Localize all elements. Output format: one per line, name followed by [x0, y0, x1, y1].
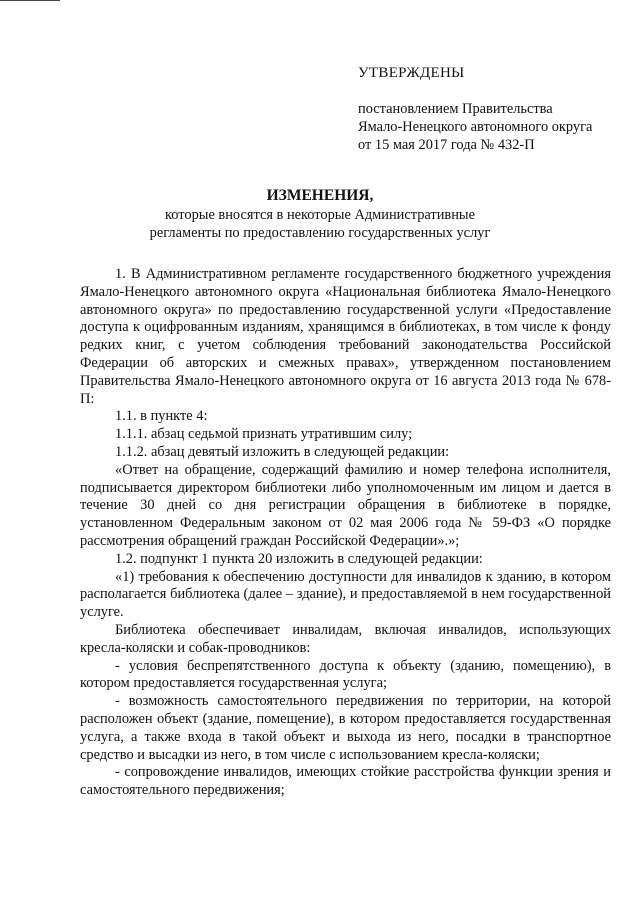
paragraph-1-1-1: 1.1.1. абзац седьмой признать утратившим силу; — [115, 426, 413, 443]
list-item-escort: - сопровождение инвалидов, имеющих стойкие расстройства функции зрения и самостоятельного передвижения; — [80, 764, 611, 799]
approval-line-1: постановлением Правительства — [358, 101, 553, 117]
document-subtitle-line-2: регламенты по предоставлению государственных услуг — [149, 225, 491, 241]
corner-scan-mark — [0, 0, 60, 1]
list-item-access-conditions: - условия беспрепятственного доступа к объекту (зданию, помещению), в котором предоставляется государственная услуга; — [80, 657, 611, 692]
document-subtitle-line-1: которые вносятся в некоторые Административные — [165, 207, 475, 223]
document-title: ИЗМЕНЕНИЯ, — [266, 187, 374, 204]
approval-heading: УТВЕРЖДЕНЫ — [358, 65, 465, 81]
list-item-movement: - возможность самостоятельного передвижения по территории, на которой расположен объект (здание, помещение), в котором предоставляется государственная услуга, а также входа в такой объект и выхода из него, посадки в транспортное средство и высадки из него, в том числе с использованием кресла-коляски; — [80, 693, 611, 763]
document-body — [80, 266, 611, 800]
paragraph-1-2: 1.2. подпункт 1 пункта 20 изложить в следующей редакции: — [115, 550, 483, 567]
paragraph-requirement-1: «1) требования к обеспечению доступности для инвалидов к зданию, в котором располагается библиотека (далее – здание), и предоставляемой в нем государственной услуге. — [80, 568, 611, 621]
approval-block — [358, 64, 592, 154]
approval-line-2: Ямало-Ненецкого автономного округа — [358, 119, 593, 135]
paragraph-1-1: 1.1. в пункте 4: — [115, 408, 208, 425]
document-title-block — [0, 186, 640, 242]
paragraph-1: 1. В Административном регламенте государственного бюджетного учреждения Ямало-Ненецкого автономного округа «Национальная библиотека Ямало-Ненецкого автономного округа» по предоставлению государственной услуги «Предоставление доступа к оцифрованным изданиям, хранящимся в библиотеках, в том числе к фонду редких книг, с учетом соблюдения требований законодательства Российской Федерации об авторских и смежных правах», утвержденном постановлением Правительства Ямало-Ненецкого автономного округа от 16 августа 2013 года № 678-П: — [80, 266, 611, 407]
paragraph-1-1-2: 1.1.2. абзац девятый изложить в следующей редакции: — [115, 443, 450, 460]
approval-line-3: от 15 мая 2017 года № 432-П — [358, 137, 535, 153]
paragraph-library-provides: Библиотека обеспечивает инвалидам, включая инвалидов, использующих кресла-коляски и собак-проводников: — [80, 621, 611, 656]
paragraph-quote-response: «Ответ на обращение, содержащий фамилию и номер телефона исполнителя, подписывается директором библиотеки либо уполномоченным им лицом и дается в течение 30 дней со дня регистрации обращения в библиотеке в порядке, установленном Федеральным законом от 02 мая 2006 года № 59-ФЗ «О порядке рассмотрения обращений граждан Российской Федерации».»; — [80, 461, 611, 549]
